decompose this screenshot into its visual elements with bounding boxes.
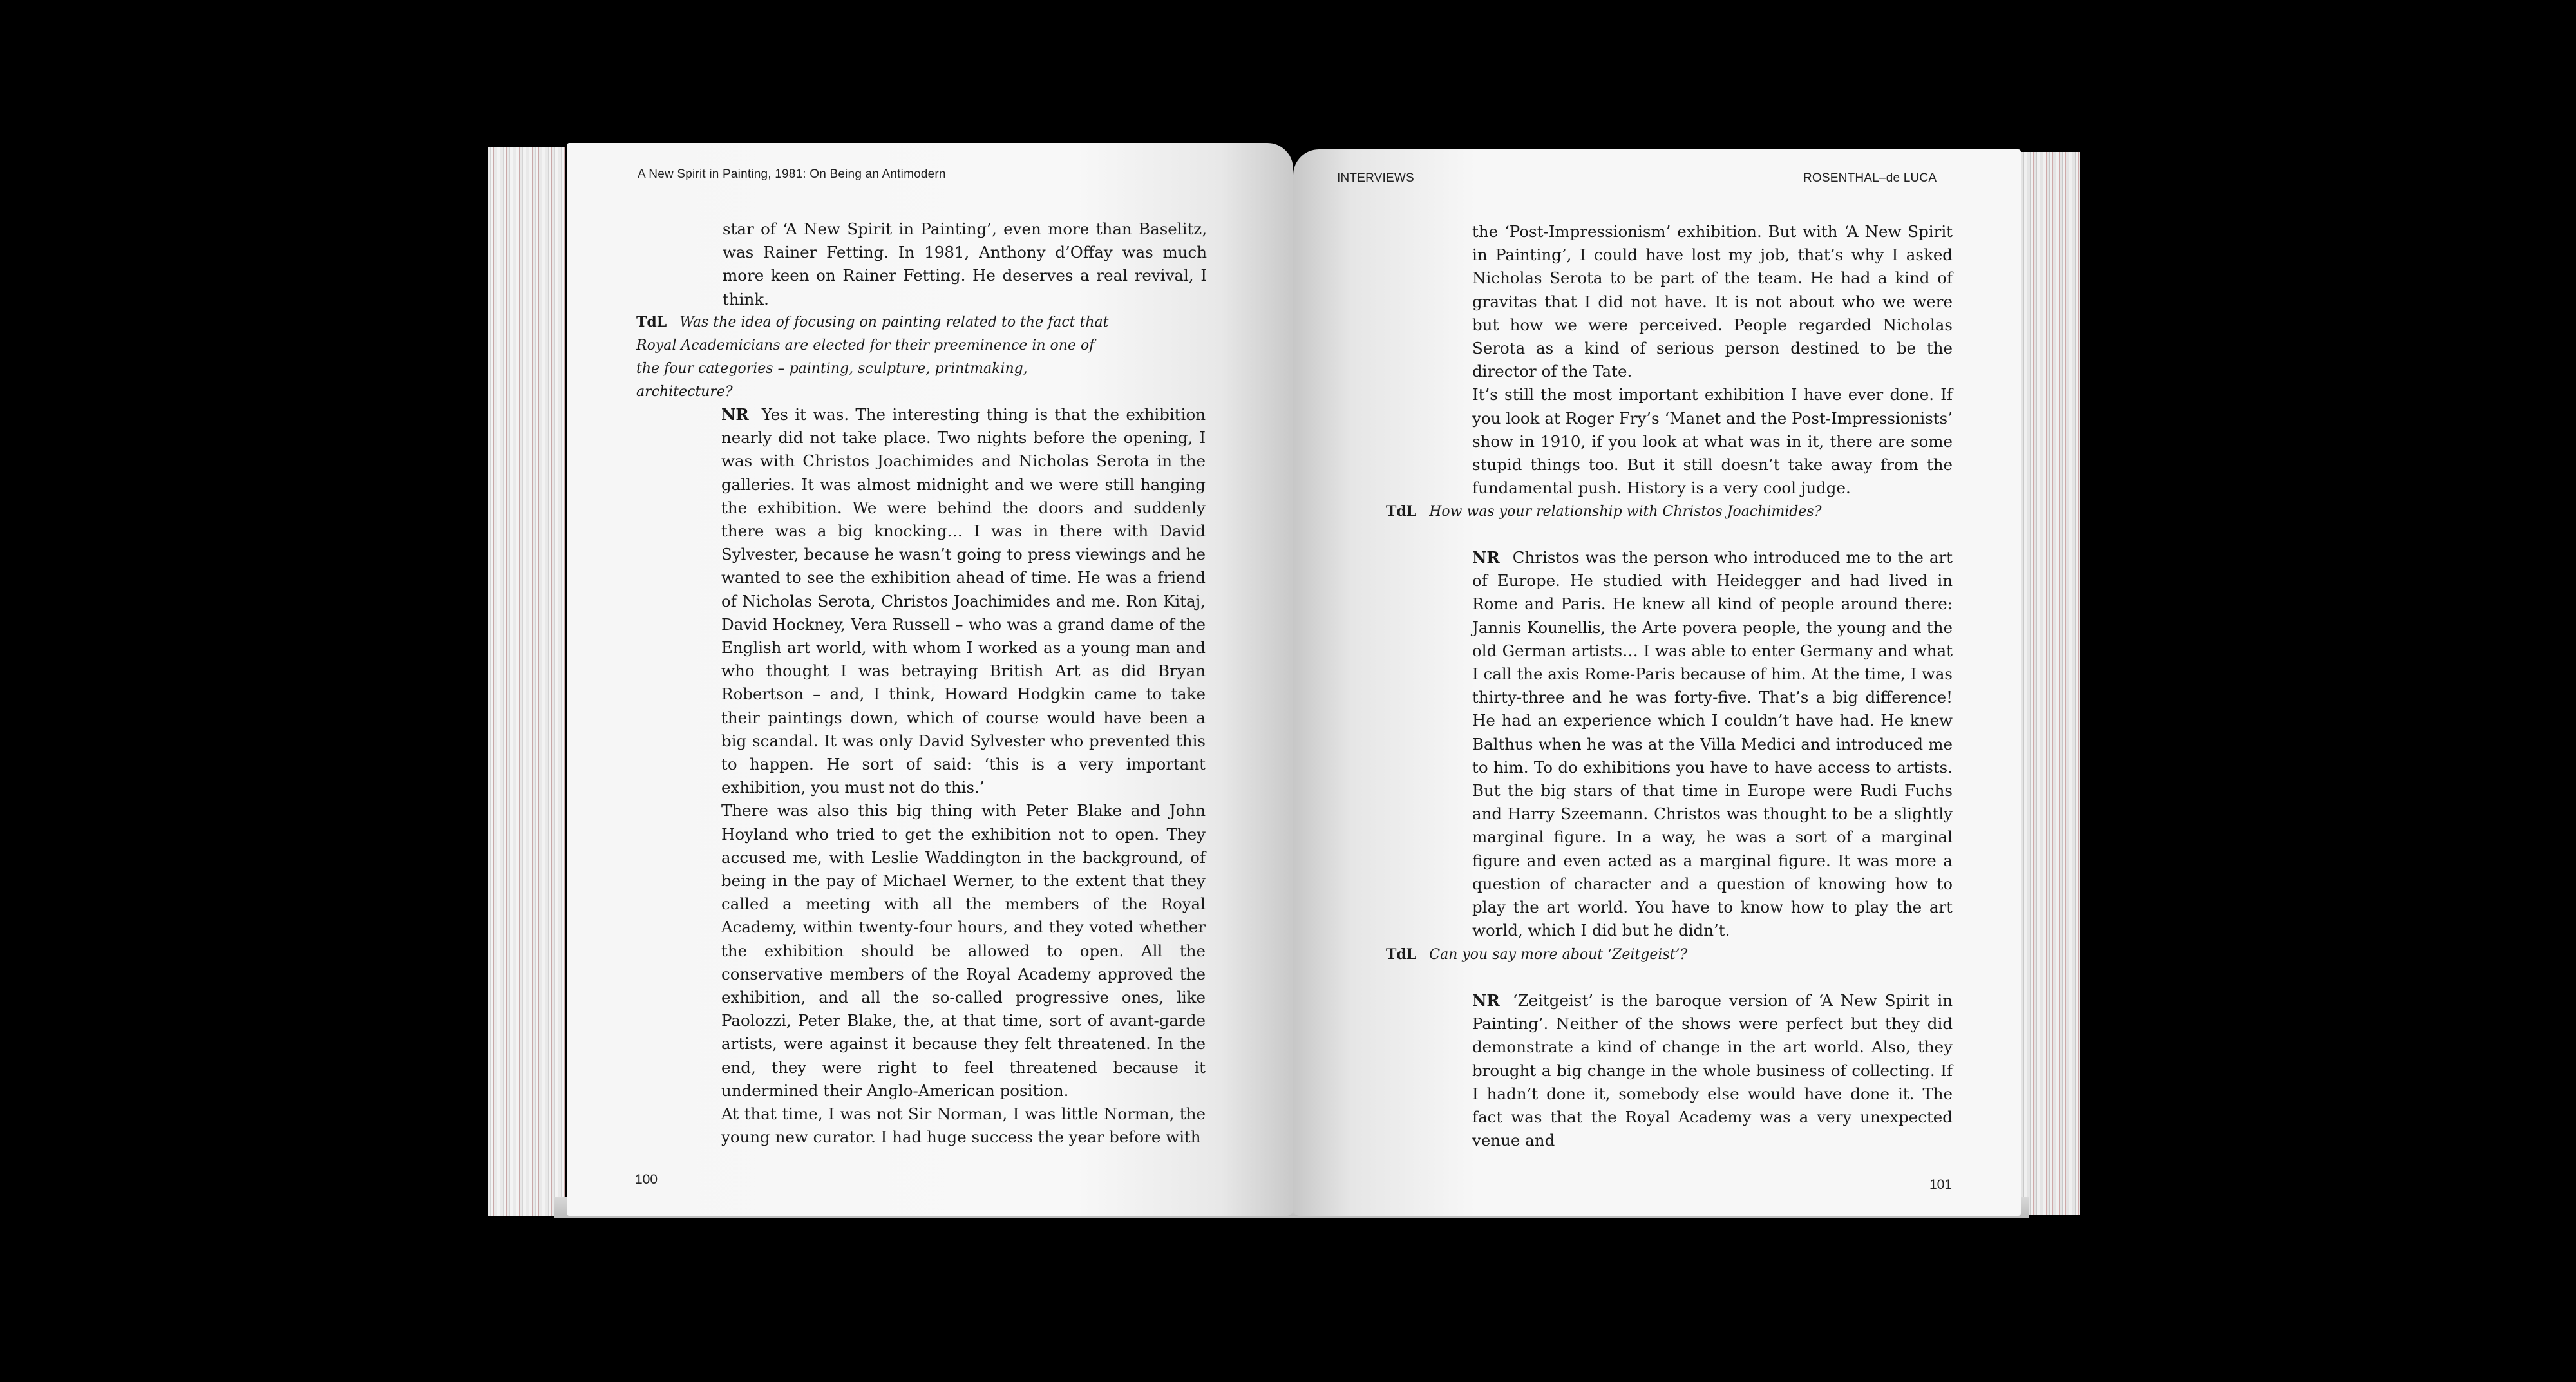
page-stack-left [488, 147, 565, 1216]
answer-speaker: NR [721, 405, 749, 424]
right-page-number: 101 [1929, 1177, 1953, 1192]
question-text: How was your relationship with Christos Joachimides? [1429, 504, 1822, 520]
right-question-2 [1386, 943, 1953, 967]
left-page-number: 100 [635, 1172, 658, 1187]
opening-paragraph: It’s still the most important exhibition I have ever done. If you look at Roger Fry’s ‘Manet and the Post-Impressionists’ show in 1910, if you look at what was in it, there are some stupid things too. But it still doesn’t take away from the fundamental push. History is a very cool judge. [1472, 385, 1953, 498]
question-speaker: TdL [1386, 946, 1417, 963]
left-answer [721, 403, 1206, 1150]
left-question [636, 310, 1113, 404]
answer-paragraph: At that time, I was not Sir Norman, I was little Norman, the young new curator. I had huge success the year before with [721, 1104, 1206, 1147]
question-speaker: TdL [1386, 503, 1417, 520]
left-opening-paragraph: star of ‘A New Spirit in Painting’, even more than Baselitz, was Rainer Fetting. In 1981, Anthony d’Offay was much more keen on Rainer Fetting. He deserves a real revival, I think. [723, 220, 1207, 308]
right-running-head-section: INTERVIEWS [1337, 171, 1414, 185]
answer-speaker: NR [1472, 991, 1500, 1010]
question-text: Was the idea of focusing on painting related to the fact that Royal Academicians are elected for their preeminence in one of the four categories – painting, sculpture, printmaking, architecture? [636, 314, 1109, 400]
right-answer-2 [1472, 989, 1953, 1152]
right-question-1 [1386, 500, 1953, 524]
answer-speaker: NR [1472, 548, 1500, 567]
answer-text: Christos was the person who introduced me to the art of Europe. He studied with Heidegger and had lived in Rome and Paris. He knew all kind of people around there: Jannis Kounellis, the Arte povera people, the young and the old German artists… I was able to enter Germany and what I call the axis Rome-Paris because of him. At the time, I was thirty-three and he was forty-five. That’s a big difference! He had an experience which I couldn’t have had. He knew Balthus when he was at the Villa Medici and introduced me to him. To do exhibitions you have to have access to artists. But the big stars of that time in Europe were Rudi Fuchs and Harry Szeemann. Christos was thought to be a slightly marginal figure. In a way, he was a sort of a marginal figure and even acted as a marginal figure. It was more a question of character and a question of knowing how to play the art world. You have to know how to play the art world, which I did but he didn’t. [1472, 548, 1953, 940]
answer-paragraph: Yes it was. The interesting thing is that the exhibition nearly did not take place. Two nights before the opening, I was with Christos Joachimides and Nicholas Serota in the galleries. It was almost midnight and we were still hanging the exhibition. We were behind the doors and suddenly there was a big knocking… I was in there with David Sylvester, because he wasn’t going to press viewings and he wanted to see the exhibition ahead of time. He was a friend of Nicholas Serota, Christos Joachimides and me. Ron Kitaj, David Hockney, Vera Russell – who was a grand dame of the English art world, with whom I worked as a young man and who thought I was betraying British Art as did Bryan Robertson – and, I think, Howard Hodgkin came to take their paintings down, which of course would have been a big scandal. It was only David Sylvester who prevented this to happen. He sort of said: ‘this is a very important exhibition, you must not do this.’ [721, 405, 1206, 797]
answer-text: ‘Zeitgeist’ is the baroque version of ‘A New Spirit in Painting’. Neither of the shows were perfect but they did demonstrate a kind of change in the art world. Also, they brought a big change in the whole business of collecting. If I hadn’t done it, somebody else would have done it. The fact was that the Royal Academy was a very unexpected venue and [1472, 991, 1953, 1150]
right-running-head-authors: ROSENTHAL–de LUCA [1803, 171, 1937, 185]
opening-paragraph: the ‘Post-Impressionism’ exhibition. But with ‘A New Spirit in Painting’, I could have lost my job, that’s why I asked Nicholas Serota to be part of the team. He had a kind of gravitas that I did not have. It is not about who we were but how we were perceived. People regarded Nicholas Serota as a kind of serious person destined to be the director of the Tate. [1472, 222, 1953, 381]
right-answer-1 [1472, 546, 1953, 942]
question-speaker: TdL [636, 314, 667, 330]
answer-paragraph: There was also this big thing with Peter Blake and John Hoyland who tried to get the exhibition not to open. They accused me, with Leslie Waddington in the background, of being in the pay of Michael Werner, to the extent that they called a meeting with all the members of the Royal Academy, within twenty-four hours, and they voted whether the exhibition should be allowed to open. All the conservative members of the Royal Academy approved the exhibition, and all the so-called progressive ones, like Paolozzi, Peter Blake, the, at that time, sort of avant-garde artists, were against it because they felt threatened. In the end, they were right to feel threatened because it undermined their Anglo-American position. [721, 801, 1206, 1100]
question-text: Can you say more about ‘Zeitgeist’? [1429, 947, 1688, 963]
left-running-head: A New Spirit in Painting, 1981: On Being an Antimodern [638, 167, 946, 181]
right-opening-paragraphs [1472, 220, 1953, 500]
